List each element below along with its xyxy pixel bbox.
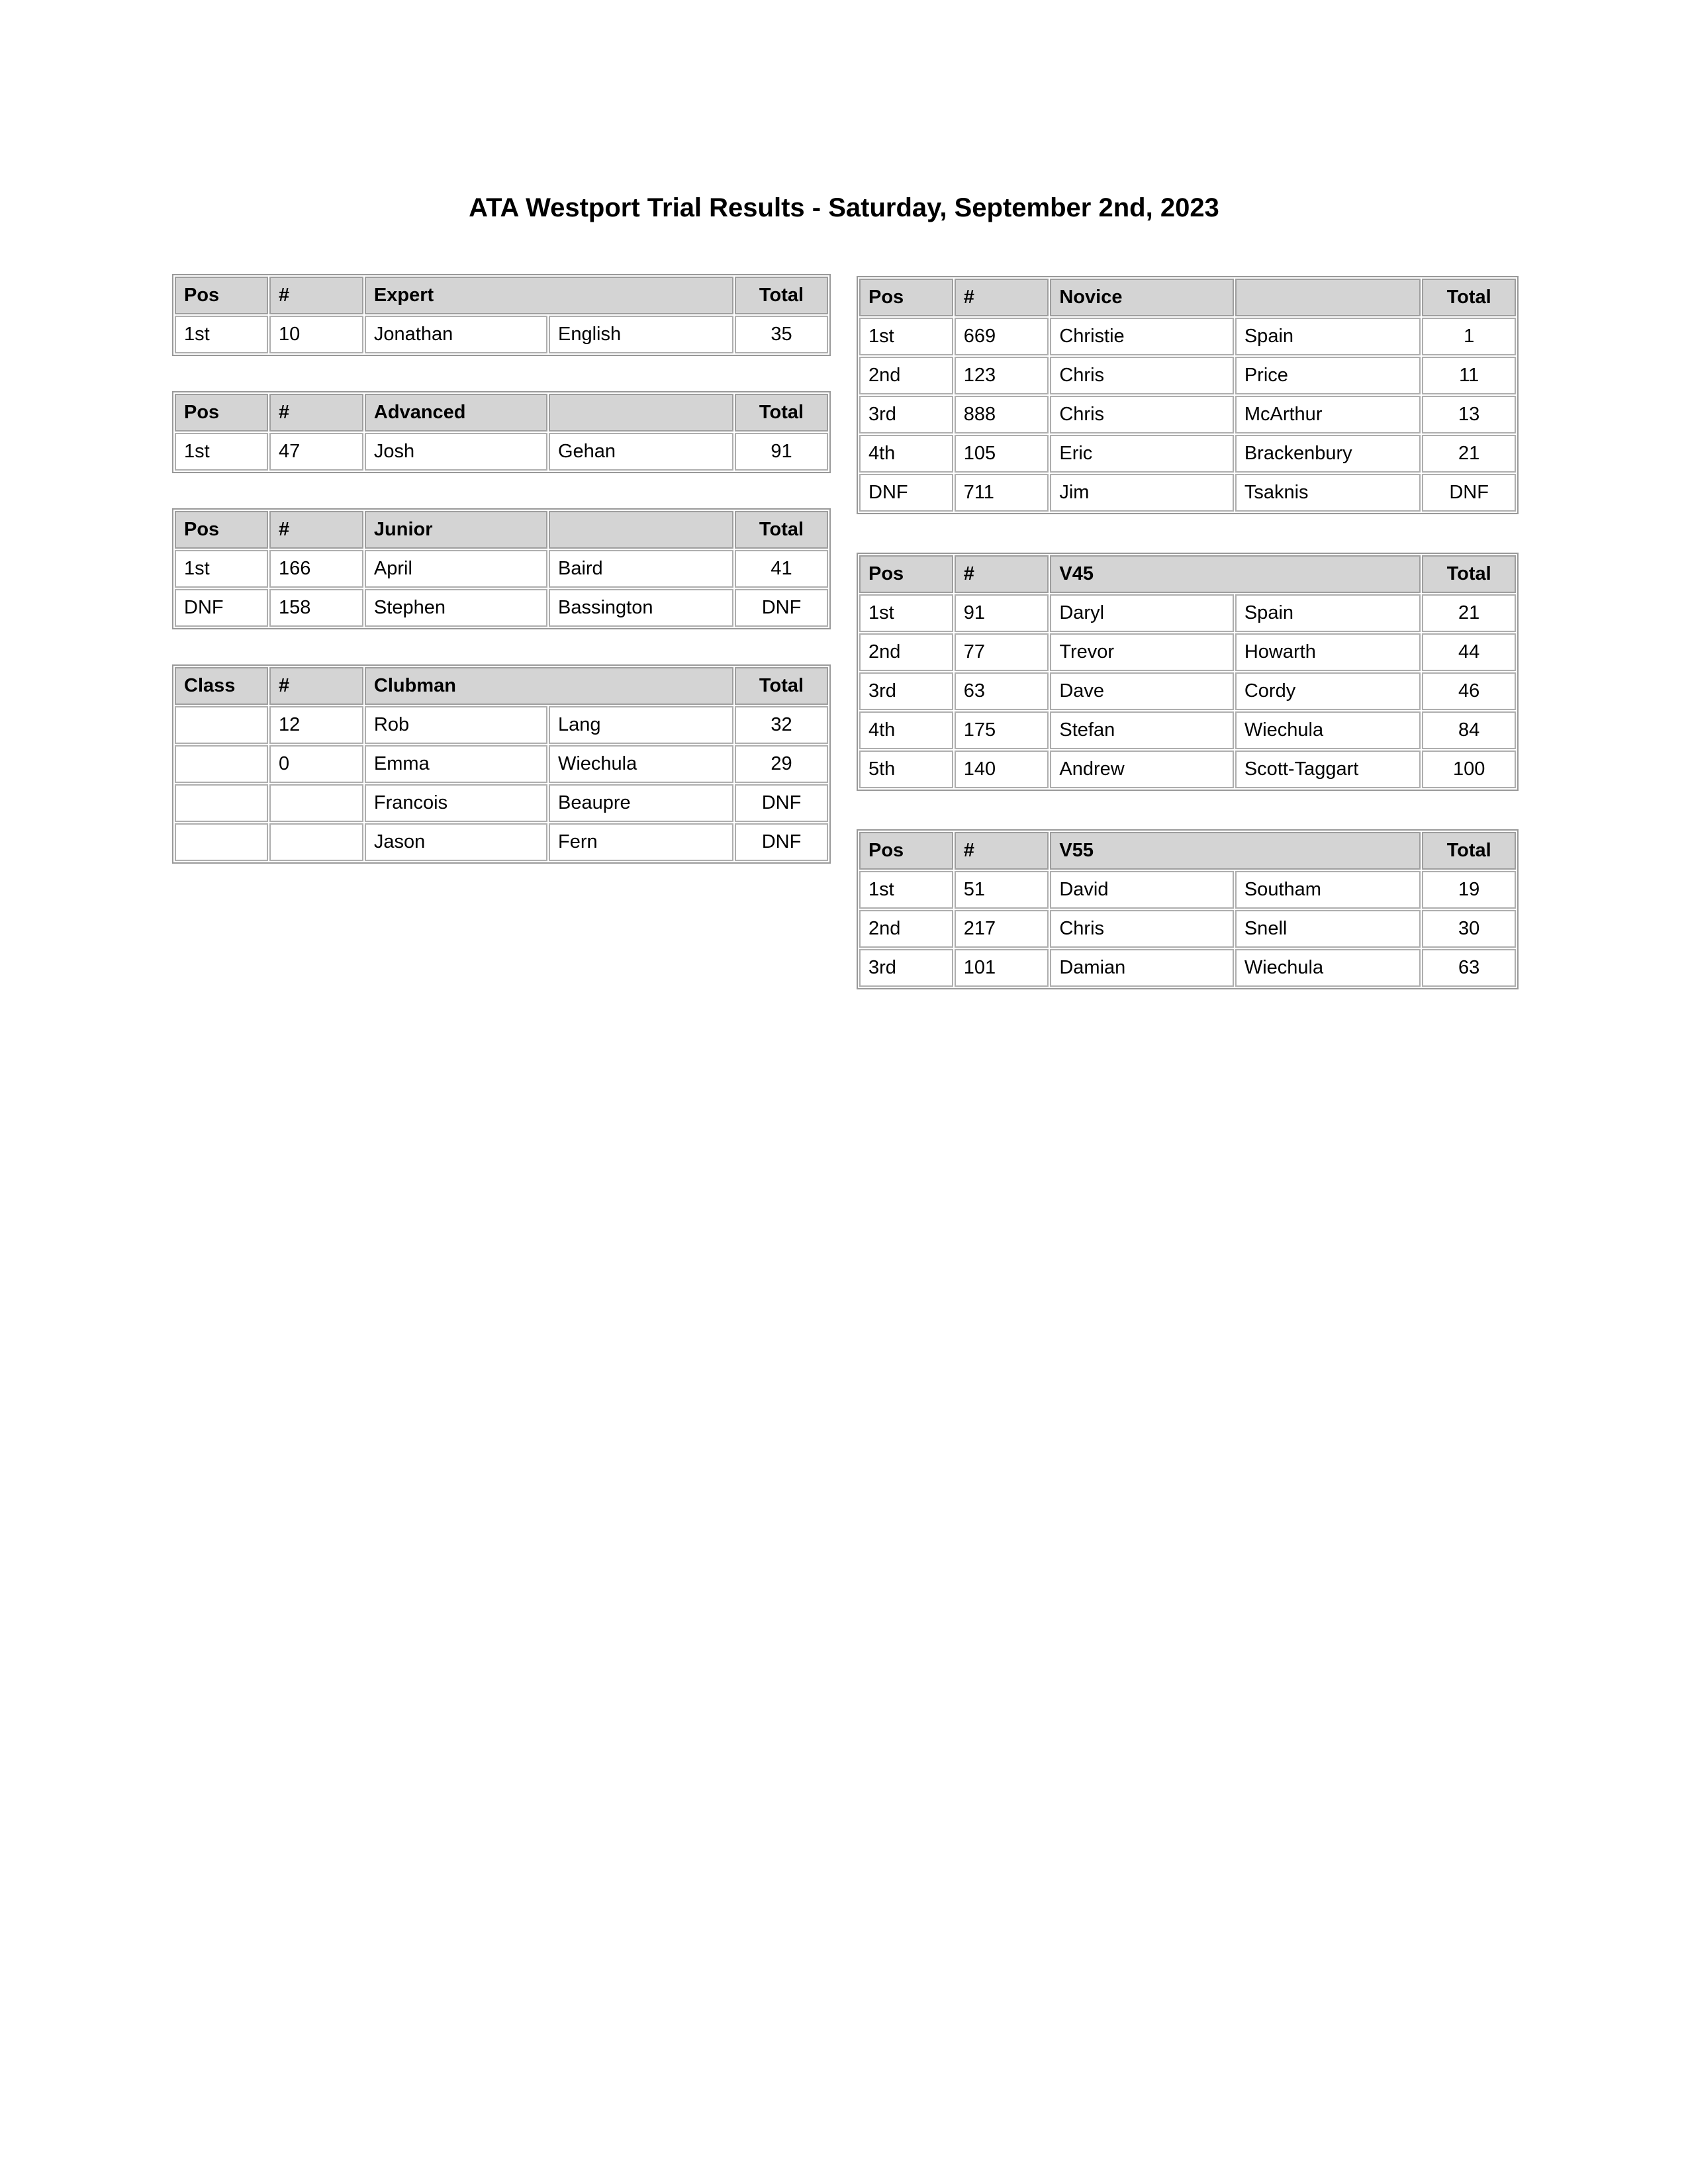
cell-pos: 1st [175,316,268,353]
cell-first-name: Emma [365,745,547,783]
cell-first-name: Christie [1050,318,1233,355]
cell-number: 711 [955,474,1049,512]
cell-total: 19 [1422,871,1516,909]
cell-first-name: Stefan [1050,711,1233,749]
cell-pos: 3rd [859,672,953,710]
header-class: Clubman [365,667,733,705]
cell-pos: 4th [859,711,953,749]
header-pos: Pos [859,555,953,593]
cell-pos [175,745,268,783]
result-row [175,784,828,822]
results-table-v45 [857,553,1519,791]
cell-number: 77 [955,633,1049,671]
header-number: # [269,277,363,314]
header-class: V45 [1050,555,1421,593]
header-row [859,555,1516,593]
cell-number: 101 [955,949,1049,987]
header-row [859,279,1516,316]
cell-last-name: Gehan [549,433,733,471]
cell-first-name: Francois [365,784,547,822]
cell-first-name: April [365,550,547,588]
result-row [859,357,1516,394]
result-row [859,672,1516,710]
result-row [175,316,828,353]
cell-pos: 3rd [859,396,953,433]
header-pos: Pos [175,277,268,314]
cell-number: 158 [269,589,363,627]
cell-last-name: Howarth [1235,633,1421,671]
cell-total: 84 [1422,711,1516,749]
cell-last-name: Beaupre [549,784,733,822]
cell-pos: DNF [859,474,953,512]
cell-last-name: English [549,316,733,353]
cell-number: 888 [955,396,1049,433]
header-pos: Pos [859,832,953,870]
result-row [859,751,1516,788]
cell-last-name: Price [1235,357,1421,394]
result-row [859,633,1516,671]
cell-last-name: Wiechula [1235,711,1421,749]
cell-pos: 2nd [859,910,953,948]
cell-number [269,784,363,822]
cell-first-name: Chris [1050,396,1233,433]
cell-total: 21 [1422,594,1516,632]
results-table-expert [172,274,831,356]
header-class: Expert [365,277,733,314]
header-pos: Pos [175,511,268,549]
header-pos: Class [175,667,268,705]
header-class: Advanced [365,394,547,432]
result-row [175,589,828,627]
result-row [859,396,1516,433]
cell-total: 30 [1422,910,1516,948]
header-total: Total [1422,832,1516,870]
cell-total: 21 [1422,435,1516,473]
cell-last-name: McArthur [1235,396,1421,433]
cell-pos [175,784,268,822]
header-number: # [269,511,363,549]
result-row [175,823,828,861]
cell-first-name: Chris [1050,910,1233,948]
cell-pos: 4th [859,435,953,473]
cell-total: 91 [735,433,828,471]
header-number: # [955,832,1049,870]
header-pos: Pos [859,279,953,316]
header-total: Total [1422,555,1516,593]
cell-total: 29 [735,745,828,783]
cell-first-name: Jonathan [365,316,547,353]
cell-last-name: Scott-Taggart [1235,751,1421,788]
results-table-junior [172,508,831,629]
cell-total: 35 [735,316,828,353]
cell-pos: DNF [175,589,268,627]
header-total: Total [735,511,828,549]
cell-number: 166 [269,550,363,588]
cell-last-name: Baird [549,550,733,588]
result-row [859,949,1516,987]
cell-first-name: Eric [1050,435,1233,473]
cell-first-name: Dave [1050,672,1233,710]
cell-number: 47 [269,433,363,471]
cell-first-name: David [1050,871,1233,909]
result-row [859,474,1516,512]
results-table-advanced [172,391,831,473]
cell-number: 105 [955,435,1049,473]
cell-number: 140 [955,751,1049,788]
header-number: # [269,667,363,705]
cell-last-name: Southam [1235,871,1421,909]
result-row [859,910,1516,948]
cell-first-name: Jim [1050,474,1233,512]
cell-first-name: Jason [365,823,547,861]
cell-number [269,823,363,861]
result-row [859,711,1516,749]
cell-number: 123 [955,357,1049,394]
result-row [859,318,1516,355]
header-total: Total [1422,279,1516,316]
cell-total: 63 [1422,949,1516,987]
result-row [175,433,828,471]
header-blank [549,511,733,549]
cell-first-name: Andrew [1050,751,1233,788]
cell-last-name: Spain [1235,318,1421,355]
cell-number: 10 [269,316,363,353]
cell-total: 11 [1422,357,1516,394]
cell-total: 41 [735,550,828,588]
cell-last-name: Bassington [549,589,733,627]
cell-total: 46 [1422,672,1516,710]
cell-pos: 1st [859,871,953,909]
results-table-clubman [172,664,831,864]
right-column [857,276,1519,1028]
cell-total: 1 [1422,318,1516,355]
cell-number: 217 [955,910,1049,948]
header-number: # [269,394,363,432]
cell-first-name: Chris [1050,357,1233,394]
cell-last-name: Spain [1235,594,1421,632]
header-total: Total [735,277,828,314]
header-row [175,277,828,314]
result-row [175,706,828,744]
cell-number: 91 [955,594,1049,632]
header-total: Total [735,667,828,705]
cell-pos: 2nd [859,357,953,394]
cell-last-name: Fern [549,823,733,861]
cell-pos: 3rd [859,949,953,987]
cell-first-name: Josh [365,433,547,471]
results-table-novice [857,276,1519,514]
cell-total: 44 [1422,633,1516,671]
header-row [175,394,828,432]
cell-last-name: Lang [549,706,733,744]
cell-pos [175,706,268,744]
cell-first-name: Daryl [1050,594,1233,632]
result-row [175,550,828,588]
cell-number: 0 [269,745,363,783]
cell-pos: 2nd [859,633,953,671]
left-column [172,274,831,899]
cell-pos: 1st [859,318,953,355]
result-row [859,594,1516,632]
cell-last-name: Cordy [1235,672,1421,710]
results-table-v55 [857,829,1519,989]
cell-pos: 1st [175,433,268,471]
header-number: # [955,279,1049,316]
header-class: Novice [1050,279,1233,316]
cell-number: 669 [955,318,1049,355]
header-row [859,832,1516,870]
header-number: # [955,555,1049,593]
page-title: ATA Westport Trial Results - Saturday, September 2nd, 2023 [469,193,1219,222]
cell-total: DNF [735,784,828,822]
cell-pos: 1st [859,594,953,632]
cell-last-name: Wiechula [549,745,733,783]
cell-total: 13 [1422,396,1516,433]
result-row [859,435,1516,473]
cell-total: DNF [735,589,828,627]
header-class: Junior [365,511,547,549]
header-blank [1235,279,1421,316]
cell-first-name: Rob [365,706,547,744]
result-row [175,745,828,783]
header-blank [549,394,733,432]
header-total: Total [735,394,828,432]
header-class: V55 [1050,832,1421,870]
cell-pos [175,823,268,861]
cell-pos: 1st [175,550,268,588]
cell-pos: 5th [859,751,953,788]
header-pos: Pos [175,394,268,432]
cell-number: 51 [955,871,1049,909]
cell-last-name: Snell [1235,910,1421,948]
cell-last-name: Wiechula [1235,949,1421,987]
cell-first-name: Stephen [365,589,547,627]
cell-number: 12 [269,706,363,744]
cell-last-name: Brackenbury [1235,435,1421,473]
cell-total: 32 [735,706,828,744]
cell-first-name: Trevor [1050,633,1233,671]
cell-number: 63 [955,672,1049,710]
cell-first-name: Damian [1050,949,1233,987]
cell-total: 100 [1422,751,1516,788]
result-row [859,871,1516,909]
cell-total: DNF [735,823,828,861]
cell-total: DNF [1422,474,1516,512]
header-row [175,511,828,549]
cell-last-name: Tsaknis [1235,474,1421,512]
header-row [175,667,828,705]
cell-number: 175 [955,711,1049,749]
